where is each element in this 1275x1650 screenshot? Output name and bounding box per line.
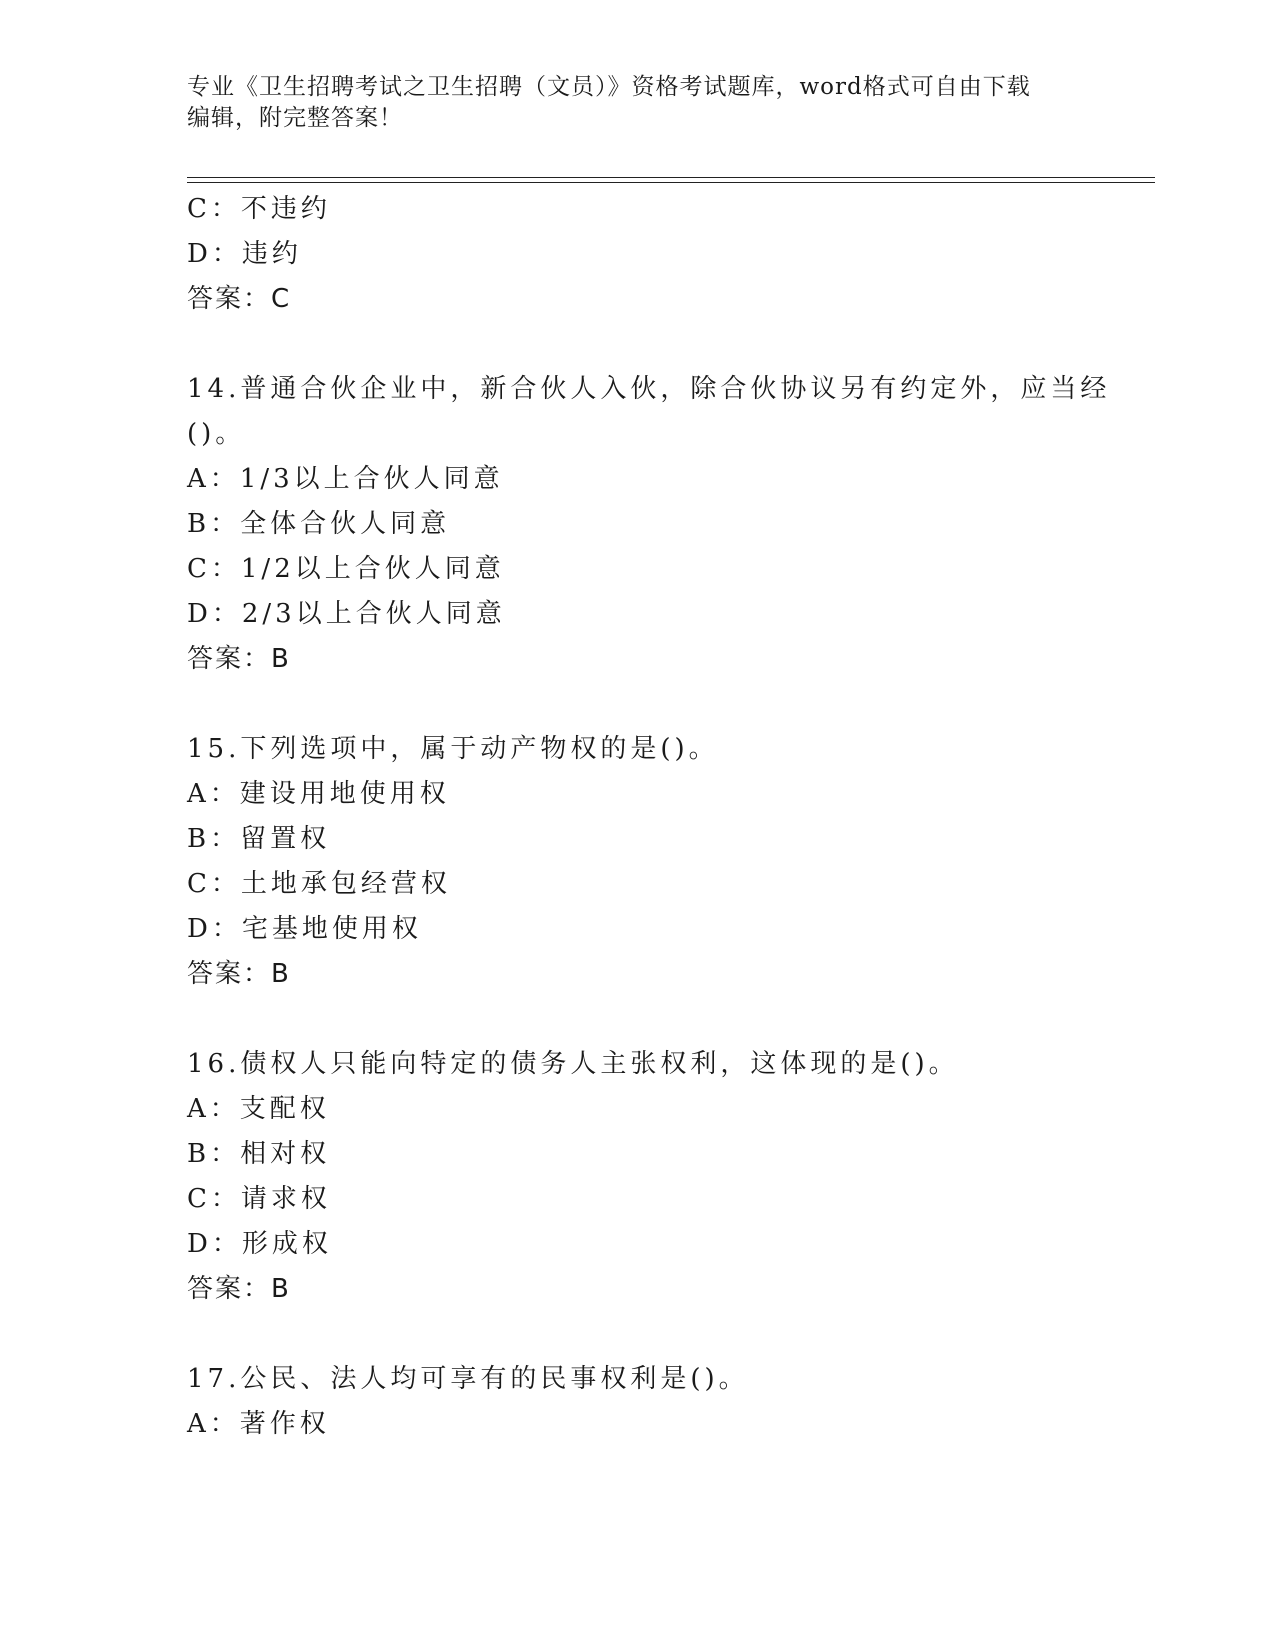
header-line-1: 专业《卫生招聘考试之卫生招聘（文员）》资格考试题库，word格式可自由下载 — [187, 74, 1031, 100]
q14-answer: 答案：B — [187, 644, 291, 674]
q17-option-a: A：著作权 — [187, 1409, 330, 1439]
q17-stem: 17.公民、法人均可享有的民事权利是()。 — [187, 1364, 749, 1394]
q15-option-a: A：建设用地使用权 — [187, 779, 450, 809]
q15-option-b: B：留置权 — [187, 824, 331, 854]
document-header — [187, 72, 1067, 134]
q16-stem: 16.债权人只能向特定的债务人主张权利，这体现的是()。 — [187, 1049, 959, 1079]
q15-answer: 答案：B — [187, 959, 291, 989]
q13-option-d: D：违约 — [187, 239, 302, 269]
header-line-2: 编辑，附完整答案！ — [187, 105, 403, 131]
q14-stem-line-1: 14.普通合伙企业中，新合伙人入伙，除合伙协议另有约定外，应当经 — [187, 374, 1111, 404]
q13-answer: 答案：C — [187, 284, 292, 314]
q15-stem: 15.下列选项中，属于动产物权的是()。 — [187, 734, 719, 764]
q13-option-c: C：不违约 — [187, 194, 331, 224]
q15-option-d: D：宅基地使用权 — [187, 914, 422, 944]
q16-answer: 答案：B — [187, 1274, 291, 1304]
q14-option-a: A：1/3以上合伙人同意 — [187, 464, 504, 494]
q15-option-c: C：土地承包经营权 — [187, 869, 451, 899]
q14-option-d: D：2/3以上合伙人同意 — [187, 599, 506, 629]
q14-option-b: B：全体合伙人同意 — [187, 509, 451, 539]
q14-option-c: C：1/2以上合伙人同意 — [187, 554, 505, 584]
q16-option-a: A：支配权 — [187, 1094, 330, 1124]
header-divider-top — [187, 177, 1155, 178]
header-divider-bottom — [187, 182, 1155, 183]
q16-option-d: D：形成权 — [187, 1229, 332, 1259]
q16-option-c: C：请求权 — [187, 1184, 331, 1214]
q16-option-b: B：相对权 — [187, 1139, 331, 1169]
q14-stem-line-2: ()。 — [187, 419, 246, 449]
